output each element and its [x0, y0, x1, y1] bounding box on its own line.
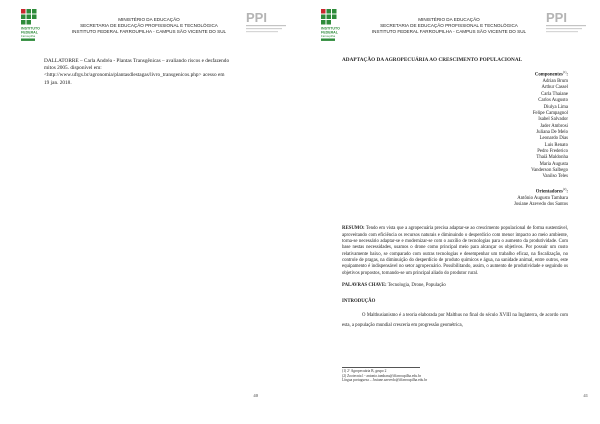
component-name: Adrian Brum: [542, 79, 568, 85]
advisor-name: Josiane Azevedo dos Santos: [514, 201, 568, 207]
component-name: Carlos Augusto: [538, 98, 568, 104]
ifrs-logo-text1: INSTITUTO: [321, 26, 340, 31]
advisors-sup: (2): [562, 186, 567, 191]
reference-line-1: DALLATORRE – Carla Andréa - Plantas Transgênicas – avaliando riscos e desfazendo: [44, 58, 230, 64]
footnote-3: Língua portuguesa – Josiane.azevedo@iffarroupilha.edu.br: [342, 378, 428, 383]
component-name: Vanilso Teles: [542, 174, 568, 180]
component-name: Vanderson Salbego: [531, 167, 568, 173]
abstract-label: RESUMO:: [342, 226, 365, 232]
ifrs-logo: [20, 8, 48, 42]
ifrs-logo-text1: INSTITUTO: [21, 26, 40, 31]
component-name: Felipe Campagnol: [532, 110, 568, 116]
intro-paragraph: O Malthusianismo é a teoria elaborada por Malthus no final do século XVIII na Inglaterra, de acordo com esta, a população mundial cresceria em progressão geométrica,: [342, 313, 568, 328]
keywords: [342, 283, 568, 289]
component-name: Luis Renato: [544, 142, 568, 148]
reference-line-2: mitos 2005. disponível em:: [44, 65, 102, 72]
ppi-logo: [244, 8, 288, 36]
advisors-list: Orientadores$^{(2)}$: Antônio Augusto Tambara Josiane Azevedo dos Santos: [342, 186, 568, 209]
reference-line-3: <http://www.ufrgs.br/agronomia/plantasdlestagas/livro_transgenicos.php> acesso em: [44, 72, 225, 79]
component-name: Juliana De Melo: [536, 129, 568, 135]
footnote-1: (1) 2º Agropecuária B, grupo 2: [342, 369, 387, 373]
component-name: Jader Ambrosi: [540, 123, 568, 129]
header-line-1: MINISTÉRIO DA EDUCAÇÃO: [418, 17, 480, 22]
ppi-logo-text: PPI: [546, 10, 567, 25]
article: [342, 57, 568, 330]
keywords-label: PALAVRAS CHAVE:: [342, 283, 387, 289]
footnote-divider: [342, 367, 420, 368]
advisors-label: Orientadores: [535, 189, 563, 195]
component-name: Isabel Salvador: [538, 117, 568, 123]
ppi-logo: [544, 8, 588, 36]
abstract: [342, 226, 568, 277]
abstract-text: Tendo em vista que a agropecuária precisa adaptar-se ao crescimento populacional de forma sustentável, aproveitando com eficiência os recursos naturais e diminuindo o desperdício com menor impacto ao meio ambiente, torna-se necessário adaptar-se e modernizar-se com o auxílio de tecnologias para o aumento da produtividade. Com base nestas necessidades, usamos o drone como principal meio para alcançar os objetivos. Por possuir um custo relativamente baixo, se comparado com outras tecnologias e desempenhar um trabalho eficaz, na fiscalização, no controle de pragas, na diminuição do desperdício de produto químicos e água, na sanidade animal, entre outros, este equipamento é indispensável no setor agropecuário. Possibilitando, assim, o aumento de produtividade e seguindo os objetivos propostos, tornando-se um principal aliado do produtor rural.: [342, 226, 568, 276]
ifrs-logo-text2: FEDERAL: [321, 30, 338, 35]
header-line-3: INSTITUTO FEDERAL FARROUPILHA - CAMPUS SÃO VICENTE DO SUL: [71, 29, 227, 35]
page-header: [56, 17, 242, 36]
footnotes: [342, 369, 568, 383]
ifrs-logo-text3: Farroupilha: [21, 34, 36, 38]
ifrs-logo-text3: Farroupilha: [321, 34, 336, 38]
page-number: 40: [253, 393, 258, 398]
components-list: Componentes$^{(1)}$: Adrian Brum Arthur Cassel Carla Thaiane Carlos Augusto Diulya Lima Felipe Campagnol Isabel Salvador Jader Ambrosi Juliana De Melo Leonardo Dias Luis Renato Pedro Frederico Thaiã Maldonha Maria Augusta Vanderson Salbego Vanilso Teles: [342, 69, 568, 180]
component-name: Pedro Frederico: [537, 148, 568, 154]
footnote-2: (2) Zootecnia l - antonio.tambara@iffarroupilha.edu.br: [342, 373, 421, 378]
keywords-text: Tecnologia, Drone, População: [387, 283, 446, 289]
ifrs-logo-text2: FEDERAL: [21, 30, 38, 35]
header-line-2: SECRETARIA DE EDUCAÇÃO PROFISSIONAL E TECNOLÓGICA: [380, 23, 518, 29]
reference-block: [44, 58, 266, 87]
page-number: 41: [583, 393, 588, 398]
ppi-logo-text: PPI: [246, 10, 267, 25]
intro-heading: INTRODUÇÃO: [342, 299, 376, 305]
component-name: Thaiã Maldonha: [536, 155, 568, 161]
reference-line-4: 19 jan. 2018.: [44, 79, 72, 86]
component-name: Maria Augusta: [539, 161, 568, 167]
component-name: Diulya Lima: [543, 104, 568, 110]
component-name: Leonardo Dias: [539, 136, 568, 142]
component-name: Arthur Cassel: [541, 85, 568, 91]
components-label: Componentes: [534, 72, 563, 78]
article-title: ADAPTAÇÃO DA AGROPECUÁRIA AO CRESCIMENTO POPULACIONAL: [342, 57, 523, 63]
right-page: [300, 0, 600, 424]
header-line-3: INSTITUTO FEDERAL FARROUPILHA - CAMPUS SÃO VICENTE DO SUL: [371, 29, 527, 35]
advisor-name: Antônio Augusto Tambara: [517, 195, 568, 201]
ifrs-logo: [320, 8, 348, 42]
header-line-2: SECRETARIA DE EDUCAÇÃO PROFISSIONAL E TECNOLÓGICA: [80, 23, 218, 29]
component-name: Carla Thaiane: [541, 91, 568, 97]
header-line-1: MINISTÉRIO DA EDUCAÇÃO: [118, 17, 180, 22]
page-header: [356, 17, 542, 36]
components-sup: (1): [562, 70, 567, 75]
